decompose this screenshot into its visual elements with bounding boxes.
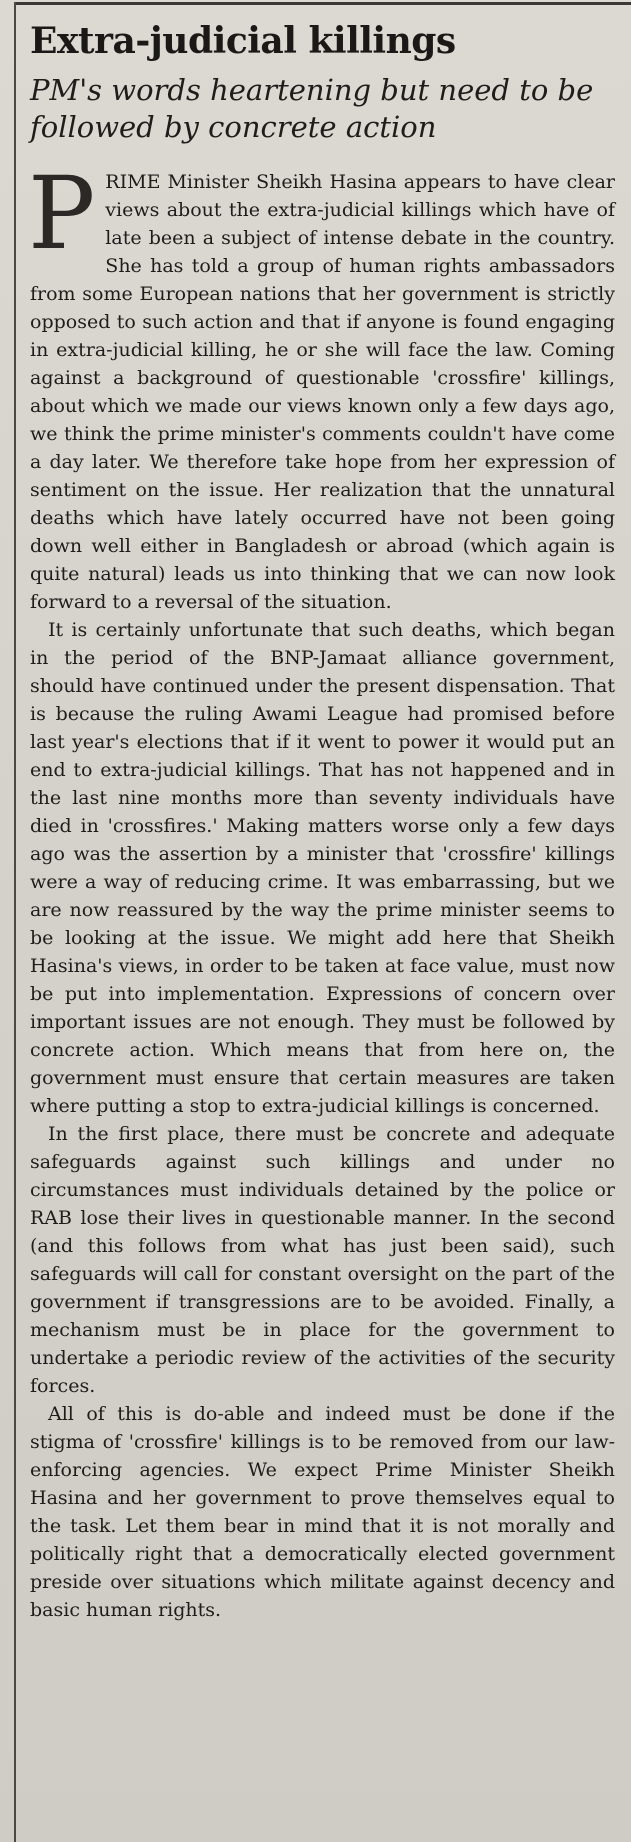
paragraph-2: It is certainly unfortunate that such deaths, which began in the period of the BNP-Jamaat alliance government, should have continued under the present dispensation. That is because the ruling Awami League had promised before last year's elections that if it went to power it would put an end to extra-judicial killings. That has not happened and in the last nine months more than seventy individuals have died in 'crossfires.' Making matters worse only a few days ago was the assertion by a minister that 'crossfire' killings were a way of reducing crime. It was embarrassing, but we are now reassured by the way the prime minister seems to be looking at the issue. We might add here that Sheikh Hasina's views, in order to be taken at face value, must now be put into implementation. Expressions of concern over important issues are not enough. They must be followed by concrete action. Which means that from here on, the government must ensure that certain measures are taken where putting a stop to extra-judicial killings is concerned. [30,619,615,1117]
top-rule [14,2,631,5]
article-body [28,155,615,1624]
paragraph-1-text: RIME Minister Sheikh Hasina appears to have clear views about the extra-judicial killings which have of late been a subject of intense debate in the country. She has told a group of human rights ambassadors from some European nations that her government is strictly opposed to such action and that if anyone is found engaging in extra-judicial killing, he or she will face the law. Coming against a background of questionable 'crossfire' killings, about which we made our views known only a few days ago, we think the prime minister's comments couldn't have come a day later. We therefore take hope from her expression of sentiment on the issue. Her realization that the unnatural deaths which have lately occurred have not been going down well either in Bangladesh or abroad (which again is quite natural) leads us into thinking that we can now look forward to a reversal of the situation. [30,171,615,613]
drop-cap: P [28,155,96,272]
subheadline: PM's words heartening but need to be followed by concrete action [30,73,594,144]
paragraph-1 [28,155,615,616]
paragraph-4: All of this is do-able and indeed must be done if the stigma of 'crossfire' killings is to be removed from our law-enforcing agencies. We expect Prime Minister Sheikh Hasina and her government to prove themselves equal to the task. Let them bear in mind that it is not morally and politically right that a democratically elected government preside over situations which militate against decency and basic human rights. [30,1403,615,1621]
headline: Extra-judicial killings [30,20,456,62]
article [30,18,615,1624]
paragraph-3: In the first place, there must be concrete and adequate safeguards against such killings and under no circumstances must individuals detained by the police or RAB lose their lives in questionable manner. In the second (and this follows from what has just been said), such safeguards will call for constant oversight on the part of the government if transgressions are to be avoided. Finally, a mechanism must be in place for the government to undertake a periodic review of the activities of the security forces. [30,1123,615,1397]
left-rule [14,2,16,1842]
